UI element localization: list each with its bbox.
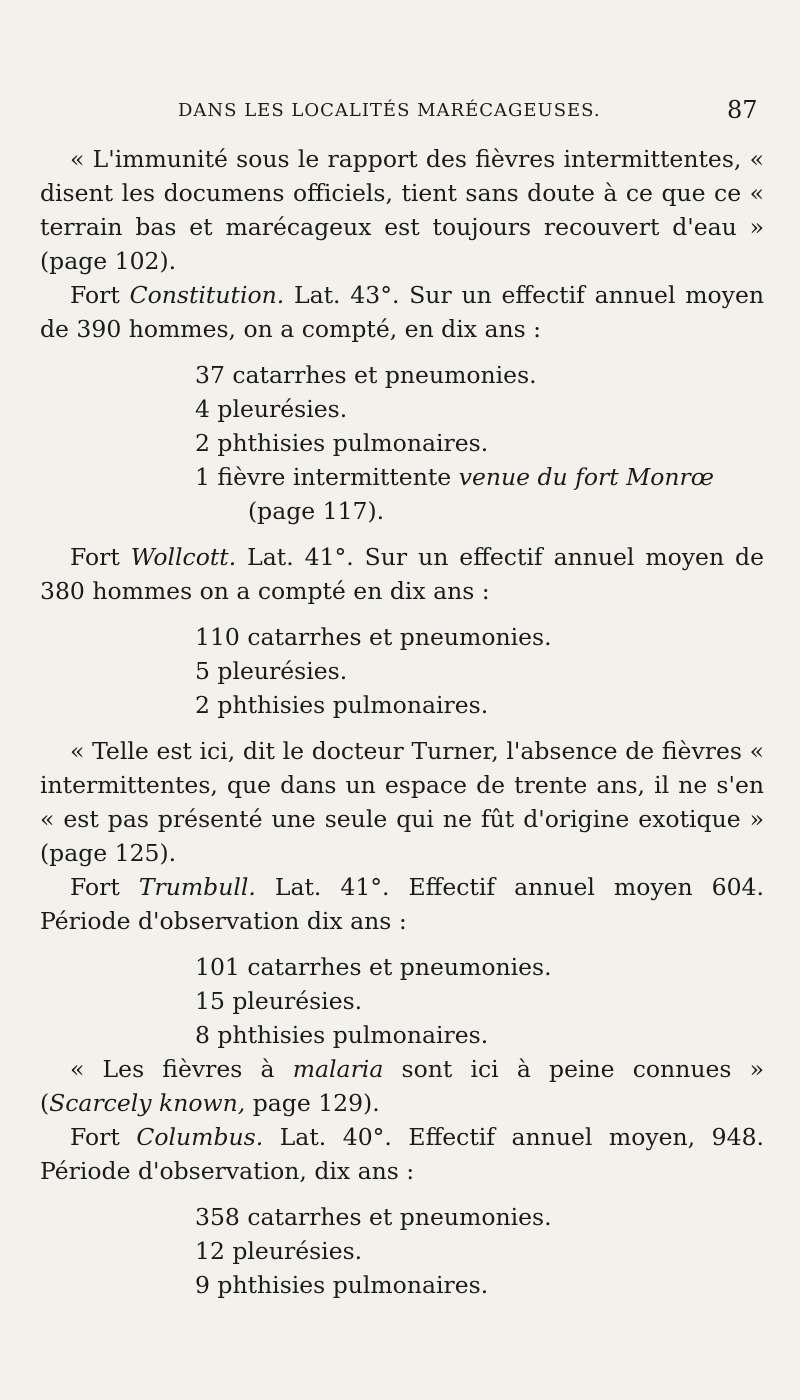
- list-item-continuation: (page 117).: [248, 497, 385, 525]
- fort-label: Fort: [70, 281, 130, 309]
- item-text: 1 fièvre intermittente: [195, 463, 459, 491]
- fort-label: Fort: [70, 543, 131, 571]
- running-title: DANS LES LOCALITÉS MARÉCAGEUSES.: [178, 100, 601, 121]
- fort-name: Constitution.: [129, 281, 285, 309]
- malaria-text: page 129).: [245, 1089, 380, 1117]
- page-header: [0, 96, 800, 132]
- fort-wollcott-paragraph: [40, 540, 764, 608]
- list-item: 358 catarrhes et pneumonies.: [195, 1203, 552, 1231]
- list-item: 2 phthisies pulmonaires.: [195, 429, 489, 457]
- malaria-italic: malaria: [292, 1055, 384, 1083]
- fort-details: Lat. 40°. Effectif annuel moyen, 948. Période d'observation, dix ans :: [40, 1123, 764, 1185]
- fort-details: Lat. 41°. Sur un effectif annuel moyen de 380 hommes on a compté en dix ans :: [40, 543, 764, 605]
- list-item: 110 catarrhes et pneumonies.: [195, 623, 552, 651]
- page-number: 87: [727, 96, 758, 124]
- list-item: [40, 460, 764, 494]
- list-item: 5 pleurésies.: [195, 657, 348, 685]
- list-item: 9 phthisies pulmonaires.: [195, 1271, 489, 1299]
- fort-name: Wollcott.: [130, 543, 237, 571]
- fort-trumbull-paragraph: [40, 870, 764, 938]
- list-item: 8 phthisies pulmonaires.: [195, 1021, 489, 1049]
- item-italic: venue du fort Monrœ: [458, 463, 714, 491]
- list-item: 101 catarrhes et pneumonies.: [195, 953, 552, 981]
- quote-paragraph: « Telle est ici, dit le docteur Turner, l'absence de fièvres « intermittentes, que dans un espace de trente ans, il ne s'en « est pas présenté une seule qui ne fût d'origine exotique » (page 125).: [40, 737, 764, 867]
- list-item: 15 pleurésies.: [195, 987, 363, 1015]
- page-body: [40, 142, 764, 1302]
- quote-paragraph: « L'immunité sous le rapport des fièvres intermittentes, « disent les documens officiels, tient sans doute à ce que ce « terrain bas et marécageux est toujours recouvert d'eau » (page 102).: [40, 145, 764, 275]
- malaria-paragraph: [40, 1052, 764, 1120]
- fort-constitution-paragraph: [40, 278, 764, 346]
- fort-label: Fort: [70, 1123, 137, 1151]
- list-item: 37 catarrhes et pneumonies.: [195, 361, 537, 389]
- list-item: 2 phthisies pulmonaires.: [195, 691, 489, 719]
- fort-details: Lat. 41°. Effectif annuel moyen 604. Période d'observation dix ans :: [40, 873, 764, 935]
- fort-columbus-paragraph: [40, 1120, 764, 1188]
- fort-name: Trumbull.: [138, 873, 256, 901]
- fort-details: Lat. 43°. Sur un effectif annuel moyen de 390 hommes, on a compté, en dix ans :: [40, 281, 764, 343]
- malaria-text: sont ici à peine connues » (: [40, 1055, 764, 1117]
- fort-name: Columbus.: [136, 1123, 264, 1151]
- list-item: 12 pleurésies.: [195, 1237, 363, 1265]
- malaria-text: « Les fièvres à: [70, 1055, 293, 1083]
- fort-label: Fort: [70, 873, 139, 901]
- malaria-italic: Scarcely known,: [49, 1089, 246, 1117]
- list-item: 4 pleurésies.: [195, 395, 348, 423]
